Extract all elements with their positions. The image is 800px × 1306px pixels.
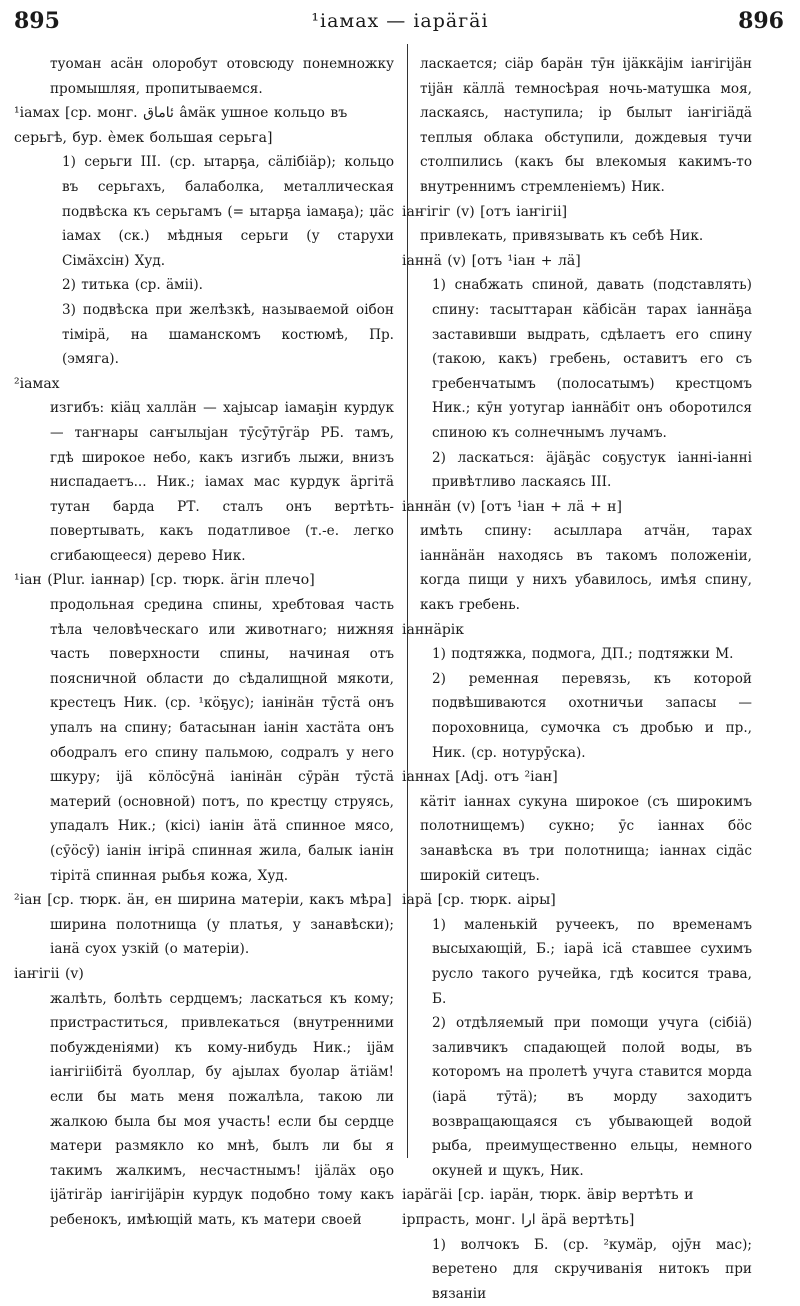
page-header	[0, 0, 800, 44]
entry-headword: іаннах [Adj. отъ ²іан]	[402, 765, 752, 790]
entry-headword: іаннäрік	[402, 618, 752, 643]
entry-headword: іаҥігіі (v)	[14, 962, 394, 987]
entry-headword: іаннä (v) [отъ ¹іан + лä]	[402, 249, 752, 274]
entry-body: привлекать, привязывать къ себѣ Ник.	[420, 224, 752, 249]
entry-body: ширина полотнища (у платья, у занавѣски); іанä суох узкій (о матеріи).	[50, 913, 394, 962]
entry-sense: 2) ременная перевязь, къ которой подвѣшиваются охотничьи запасы — пороховница, сумочка съ дробью и пр., Ник. (ср. нотурӯска).	[420, 667, 752, 765]
entry-body: имѣть спину: асыллара атчäн, тарах іаннäнäн находясь въ такомъ положеніи, когда пищи у нихъ убавилось, имѣя спину, какъ гребень.	[420, 519, 752, 617]
entry-sense: 1) снабжать спиной, давать (подставлять) спину: тасыттаран кäбісäн тарах іаннäҕа заставивши выдрать, сдѣлаетъ его спину (такою, какъ) гребень, оставитъ его съ гребенчатымъ (полосатымъ) крестцомъ Ник.; кӯн уотугар іаннäбіт онъ оборотился спиною къ солнечнымъ лучамъ.	[420, 273, 752, 445]
continued-text: ласкается; сіäр барäн тӯн іjäккäjім іаҥігіjäн тіjäн кäллä темносѣрая ночь-матушка моя, ласкаясь, наступила; ір былыт іаҥігіäдä теплыя облака обступили, дождевыя тучи столпились (какъ бы влекомыя какимъ-то внутреннимъ стремленіемъ) Ник.	[420, 52, 752, 200]
entry-sense: 3) подвѣска при желѣзкѣ, называемой оібон тімірä, на шаманскомъ костюмѣ, Пр. (эмяга).	[50, 298, 394, 372]
entry-headword: іарäгäі [ср. іарäн, тюрк. äвір вертѣть и ірпрасть, монг. ﺍﺭﺍ äрä вертѣть]	[402, 1183, 752, 1232]
continued-text: туоман асäн олоробут отовсюду понемножку промышляя, пропитываемся.	[50, 52, 394, 101]
left-column	[50, 52, 394, 1233]
entry-headword: ¹іан (Plur. іаннар) [ср. тюрк. äгін плечо]	[14, 568, 394, 593]
entry-headword: ¹іамах [ср. монг. ﺋﺎﻣﺎﻕ âмäк ушное кольцо въ серьгѣ, бур. ѐмек большая серьга]	[14, 101, 394, 150]
right-column	[420, 52, 752, 1306]
entry-sense: 1) маленькій ручеекъ, по временамъ высыхающій, Б.; іарä ісä ставшее сухимъ русло такого ручейка, гдѣ косится трава, Б.	[420, 913, 752, 1011]
entry-sense: 2) отдѣляемый при помощи учуга (сібіä) заливчикъ спадающей полой воды, въ которомъ на пролетѣ учуга ставится морда (іарä тӯтä); въ морду заходитъ возвращающаяся съ убывающей водой рыба, преимущественно ельцы, немного окуней и щукъ, Ник.	[420, 1011, 752, 1183]
entry-headword: ²іамах	[14, 372, 394, 397]
entry-body: кäтіт іаннах сукуна широкое (съ широкимъ полотнищемъ) сукно; ӯс іаннах бöс занавѣска въ три полотнища; іаннах сідäс широкій ситецъ.	[420, 790, 752, 888]
entry-sense: 1) серьги III. (ср. ытарҕа, сäлібіäр); кольцо въ серьгахъ, балаболка, металлическая подвѣска къ серьгамъ (= ытарҕа іамаҕа); џäс іамах (ск.) мѣдныя серьги (у старухи Сімäхсін) Худ.	[50, 150, 394, 273]
entry-body: продольная средина спины, хребтовая часть тѣла человѣческаго или животнаго; нижняя часть поверхности спины, начиная отъ поясничной области до сѣдалищной мякоти, крестецъ Ник. (ср. ¹кöҕус); іанінäн тӯстä онъ упалъ на спину; батасынан іанін хастäта онъ ободралъ его спину пальмою, содралъ у него шкуру; іjä кöлöсӯнä іанінäн сӯрäн тӯстä материй (основной) потъ, по крестцу струясь, упадалъ Ник.; (кісі) іанін äтä спинное мясо, (сӯöсӯ) іанін іҥірä спинная жила, балык іанін тірітä спинная рыбья кожа, Худ.	[50, 593, 394, 888]
page-number-right: 896	[738, 8, 784, 34]
entry-body: изгибъ: кіäц халлäн — хаjысар іамаҕін курдук — таҥнары саҥылыjан тӯсӯтӯгäр РБ. тамъ, гдѣ широкое небо, какъ изгибъ лыжи, внизъ ниспадаетъ... Ник.; іамах мас курдук äргітä тутан барда РТ. сталъ онъ вертѣть-повертывать, какъ податливое (т.-е. легко сгибающееся) дерево Ник.	[50, 396, 394, 568]
entry-headword: іаҥігіг (v) [отъ іаҥігіі]	[402, 200, 752, 225]
entry-body: жалѣть, болѣть сердцемъ; ласкаться къ кому; пристраститься, привлекаться (внутренними побужденіями) къ кому-нибудь Ник.; іjäм іаҥігіібітä буоллар, бу аjылах буолар äтіäм! если бы мать меня пожалѣла, такою ли жалкою была бы моя участь! если бы сердце матери размякло ко мнѣ, былъ ли бы я такимъ жалкимъ, несчастнымъ! іjäлäх оҕо іjäтігäр іаҥігіjäрін курдук подобно тому какъ ребенокъ, имѣющій мать, къ матери своей	[50, 987, 394, 1233]
entry-sense: 1) волчокъ Б. (ср. ²кумäр, оjӯн мас); веретено для скручиванія нитокъ при вязаніи	[420, 1233, 752, 1306]
entry-sense: 2) ласкаться: äjäҕäс соҕустук іаннi-іаннi привѣтливо ласкаясь III.	[420, 446, 752, 495]
entry-headword: іарä [ср. тюрк. аіры]	[402, 888, 752, 913]
entry-headword: іаннäн (v) [отъ ¹іан + лä + н]	[402, 495, 752, 520]
entry-sense: 1) подтяжка, подмога, ДП.; подтяжки М.	[420, 642, 752, 667]
running-head: ¹іамах — іарäгäі	[0, 10, 800, 32]
page-number-left: 895	[14, 8, 60, 34]
entry-headword: ²іан [ср. тюрк. äн, ен ширина матеріи, какъ мѣра]	[14, 888, 394, 913]
entry-sense: 2) титька (ср. äміі).	[50, 273, 394, 298]
